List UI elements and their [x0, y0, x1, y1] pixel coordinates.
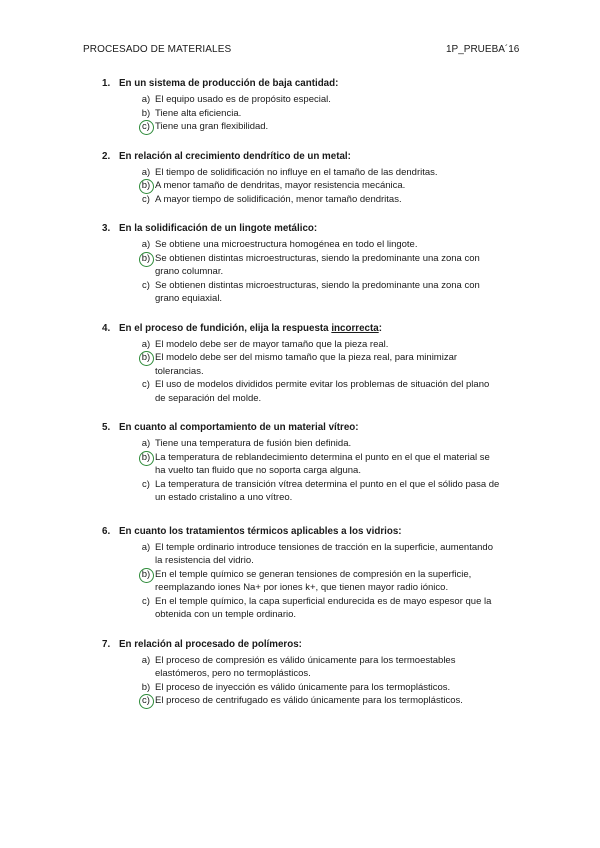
option-text: Tiene alta eficiencia.	[155, 107, 242, 119]
option-text: El modelo debe ser del mismo tamaño que la pieza real, para minimizar tolerancias.	[155, 352, 458, 377]
question-title	[102, 151, 502, 163]
option-text: Se obtienen distintas microestructuras, siendo la predominante una zona con grano columnar.	[155, 252, 480, 277]
option-letter: b)	[141, 681, 151, 693]
question-text: En relación al crecimiento dendrítico de un metal:	[119, 150, 351, 162]
option-text: En el temple químico se generan tensiones de compresión en la superficie, reemplazando iones Na+ por iones k+, que tienen mayor radio iónico.	[155, 568, 472, 593]
question-2	[0, 151, 502, 207]
option-b-selected	[102, 451, 502, 478]
question-number: 6.	[102, 525, 111, 537]
option-letter-circled: b)	[139, 568, 153, 582]
option-a	[102, 541, 502, 568]
question-7	[0, 639, 502, 708]
subject-title: PROCESADO DE MATERIALES	[83, 44, 232, 55]
option-b-selected	[102, 568, 502, 595]
option-b	[102, 681, 502, 695]
question-title	[102, 323, 502, 335]
question-5	[0, 422, 502, 505]
option-c-selected	[102, 694, 502, 708]
option-text: A mayor tiempo de solidificación, menor tamaño dendritas.	[155, 193, 402, 205]
option-letter: a)	[141, 239, 151, 250]
question-number: 7.	[102, 638, 111, 650]
question-number: 1.	[102, 78, 111, 89]
option-text: El proceso de inyección es válido únicamente para los termoplásticos.	[155, 681, 451, 693]
option-text: Tiene una temperatura de fusión bien definida.	[155, 438, 352, 449]
option-letter: a)	[141, 166, 151, 178]
question-list	[0, 78, 600, 708]
option-letter-circled: b)	[139, 351, 153, 365]
option-a	[102, 437, 502, 451]
option-a	[102, 654, 502, 681]
option-b-selected	[102, 351, 502, 378]
option-c-selected	[102, 120, 502, 134]
option-b-selected	[102, 179, 502, 193]
option-text: La temperatura de transición vítrea determina el punto en el que el sólido pasa de un estado cristalino a uno vítreo.	[155, 478, 500, 503]
option-a	[102, 166, 502, 180]
option-text: El proceso de centrifugado es válido únicamente para los termoplásticos.	[155, 695, 463, 706]
option-a	[102, 93, 502, 107]
option-text: Se obtienen distintas microestructuras, siendo la predominante una zona con grano equiaxial.	[155, 279, 480, 304]
exam-code: 1P_PRUEBA´16	[446, 44, 520, 55]
question-text-end: :	[378, 322, 382, 334]
option-text: Tiene una gran flexibilidad.	[155, 121, 269, 132]
option-letter-circled: b)	[139, 179, 153, 193]
question-emphasis: incorrecta	[331, 322, 379, 334]
question-number: 2.	[102, 150, 111, 162]
option-letter: b)	[141, 107, 151, 119]
option-a	[102, 238, 502, 252]
question-text: En relación al procesado de polímeros:	[119, 638, 302, 650]
option-c	[102, 279, 502, 306]
option-letter: a)	[141, 438, 151, 449]
option-letter: a)	[141, 338, 151, 350]
question-6	[0, 526, 502, 622]
question-text: En el proceso de fundición, elija la respuesta	[119, 322, 332, 334]
option-text: En el temple químico, la capa superficial endurecida es de mayo espesor que la obtenida con un temple ordinario.	[155, 595, 492, 620]
question-number: 3.	[102, 223, 111, 234]
option-letter-circled: b)	[139, 252, 153, 266]
option-letter: c)	[142, 379, 150, 390]
option-a	[102, 338, 502, 352]
question-title	[102, 223, 502, 235]
option-c	[102, 378, 502, 405]
option-text: El tiempo de solidificación no influye en el tamaño de las dendritas.	[155, 166, 438, 178]
option-letter-circled: c)	[139, 694, 153, 708]
option-letter: c)	[142, 279, 150, 291]
option-text: A menor tamaño de dendritas, mayor resistencia mecánica.	[155, 180, 406, 191]
question-title	[102, 78, 502, 90]
question-title	[102, 639, 502, 651]
question-text: En cuanto los tratamientos térmicos aplicables a los vidrios:	[119, 525, 402, 537]
option-c	[102, 478, 502, 505]
option-text: El temple ordinario introduce tensiones de tracción en la superficie, aumentando la resistencia del vidrio.	[155, 541, 493, 566]
option-letter-circled: c)	[139, 120, 153, 134]
question-text: En cuanto al comportamiento de un material vítreo:	[119, 422, 359, 433]
option-text: El equipo usado es de propósito especial.	[155, 94, 331, 105]
option-text: El proceso de compresión es válido únicamente para los termoestables elastómeros, pero no termoplásticos.	[155, 654, 456, 679]
question-number: 5.	[102, 422, 111, 433]
question-title	[102, 526, 502, 538]
option-b	[102, 107, 502, 121]
option-letter: c)	[142, 193, 150, 205]
option-text: El modelo debe ser de mayor tamaño que la pieza real.	[155, 338, 389, 350]
option-text: La temperatura de reblandecimiento determina el punto en el que el material se ha vuelto tan fluido que no soporta carga alguna.	[155, 451, 490, 476]
option-text: El uso de modelos divididos permite evitar los problemas de situación del plano de separación del molde.	[155, 379, 490, 404]
option-letter: c)	[142, 595, 150, 607]
question-4	[0, 323, 502, 406]
option-c	[102, 595, 502, 622]
option-letter: a)	[141, 541, 151, 553]
question-3	[0, 223, 502, 306]
option-text: Se obtiene una microestructura homogénea en todo el lingote.	[155, 239, 418, 250]
option-letter: a)	[141, 654, 151, 666]
question-1	[0, 78, 502, 134]
option-letter-circled: b)	[139, 451, 153, 465]
question-number: 4.	[102, 322, 111, 334]
question-title	[102, 422, 502, 434]
option-c	[102, 193, 502, 207]
option-letter: c)	[142, 478, 150, 490]
option-b-selected	[102, 252, 502, 279]
question-text: En la solidificación de un lingote metálico:	[119, 223, 318, 234]
option-letter: a)	[141, 94, 151, 105]
question-text: En un sistema de producción de baja cantidad:	[119, 78, 339, 89]
